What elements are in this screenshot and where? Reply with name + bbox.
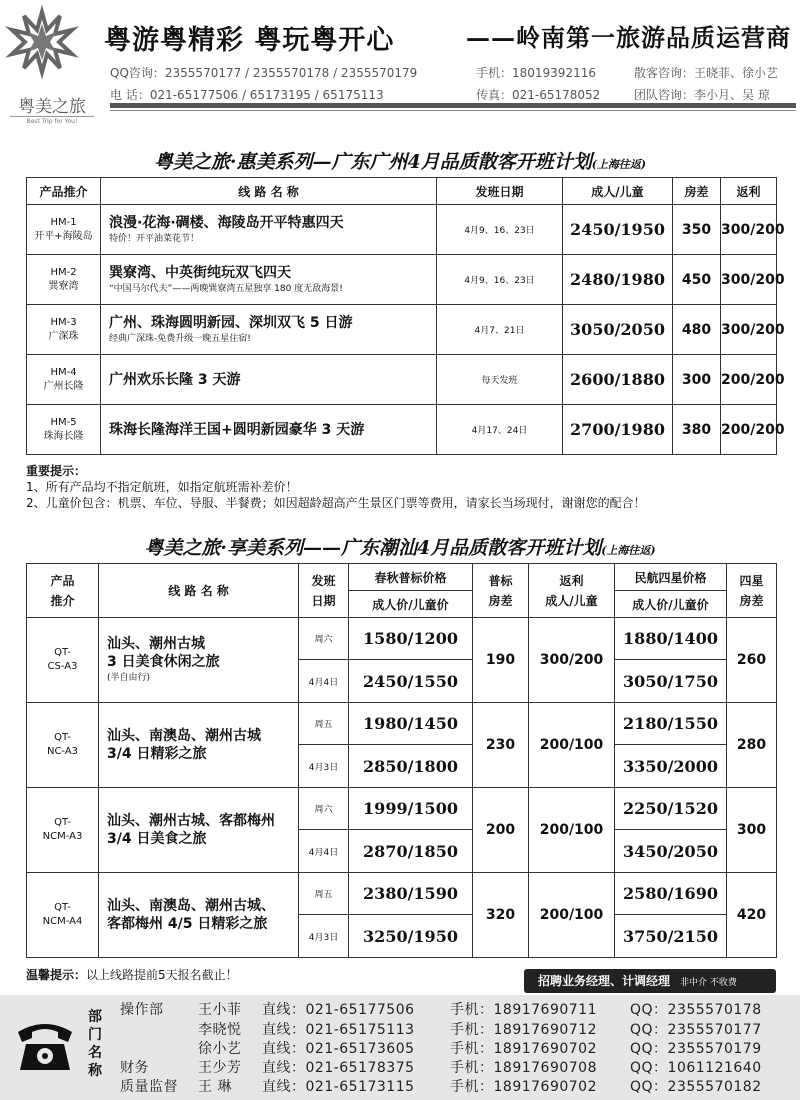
rebate: 200/100 bbox=[529, 873, 615, 958]
room-diff-std: 190 bbox=[473, 618, 529, 703]
spring-price: 2850/1800 bbox=[349, 745, 473, 788]
route-name: 巽寮湾、中英街纯玩双飞四天 “中国马尔代夫”——两晚巽寮湾五星独享 180 度无敌海景! bbox=[101, 255, 437, 305]
notice-title: 重要提示： bbox=[26, 464, 87, 478]
staff-dept: 操作部 bbox=[120, 1002, 164, 1018]
departure-date: 周六 bbox=[299, 788, 349, 830]
col-route: 线 路 名 称 bbox=[101, 178, 437, 205]
table-row bbox=[27, 405, 777, 455]
civil-price: 2250/1520 bbox=[615, 788, 727, 830]
col-spring-sub: 成人价/儿童价 bbox=[349, 591, 473, 618]
civil-price: 3050/1750 bbox=[615, 660, 727, 703]
price: 2600/1880 bbox=[563, 355, 673, 405]
section2-title bbox=[0, 533, 800, 560]
departure-date: 4月3日 bbox=[299, 915, 349, 958]
section1-title-small: (上海往返) bbox=[591, 158, 647, 171]
notice-line-1: 1、所有产品均不指定航班，如指定航班需补差价！ bbox=[26, 480, 298, 494]
recruit-text: 招聘业务经理、计调经理 bbox=[538, 974, 671, 988]
route-name: 广州、珠海圆明新园、深圳双飞 5 日游 经典广深珠-免费升级一晚五星住宿! bbox=[101, 305, 437, 355]
route-name: 汕头、潮州古城、客都梅州 3/4 日美食之旅 bbox=[99, 788, 299, 873]
departure-date: 每天发班 bbox=[437, 355, 563, 405]
brand-name: 粤美之旅 bbox=[18, 97, 86, 117]
civil-price: 2180/1550 bbox=[615, 703, 727, 745]
room-diff-4star: 300 bbox=[727, 788, 777, 873]
section1-table bbox=[26, 177, 785, 455]
price: 2700/1980 bbox=[563, 405, 673, 455]
product-code: QT- NC-A3 bbox=[27, 703, 99, 788]
product-code: QT- NCM-A3 bbox=[27, 788, 99, 873]
product-code: HM-5 珠海长隆 bbox=[27, 405, 101, 455]
departure-date: 4月3日 bbox=[299, 745, 349, 788]
notice-line-2: 2、儿童价包含：机票、车位、导服、半餐费；如因超龄超高产生景区门票等费用，请家长当场现付，谢谢您的配合！ bbox=[26, 496, 646, 510]
price: 2450/1950 bbox=[563, 205, 673, 255]
col-civil-price: 民航四星价格 bbox=[615, 564, 727, 591]
room-diff: 380 bbox=[673, 405, 721, 455]
contact-group: 团队咨询：李小月、吴 琼 bbox=[634, 88, 770, 102]
section2-table bbox=[26, 563, 777, 958]
staff-name: 王 琳 bbox=[198, 1079, 232, 1095]
price: 2480/1980 bbox=[563, 255, 673, 305]
header-divider bbox=[110, 103, 796, 108]
spring-price: 1580/1200 bbox=[349, 618, 473, 660]
brand-subtitle: Best Trip for You! bbox=[10, 116, 94, 125]
staff-mobile: 手机：18917690712 bbox=[450, 1022, 597, 1038]
staff-name: 李晓悦 bbox=[198, 1022, 242, 1038]
departure-date: 4月17、24日 bbox=[437, 405, 563, 455]
staff-name: 徐小艺 bbox=[198, 1041, 242, 1057]
contact-mobile: 手机：18019392116 bbox=[476, 66, 596, 80]
departure-date: 4月7、21日 bbox=[437, 305, 563, 355]
rebate: 300/200 bbox=[721, 205, 777, 255]
product-code: QT- NCM-A4 bbox=[27, 873, 99, 958]
civil-price: 3450/2050 bbox=[615, 830, 727, 873]
civil-price: 1880/1400 bbox=[615, 618, 727, 660]
departure-date: 周五 bbox=[299, 873, 349, 915]
room-diff: 450 bbox=[673, 255, 721, 305]
product-code: HM-3 广深珠 bbox=[27, 305, 101, 355]
room-diff: 300 bbox=[673, 355, 721, 405]
room-diff: 350 bbox=[673, 205, 721, 255]
brand-logo-icon bbox=[10, 10, 74, 74]
departure-date: 4月4日 bbox=[299, 830, 349, 873]
department-label: 部门名称 bbox=[88, 1009, 102, 1079]
route-name: 浪漫·花海·碉楼、海陵岛开平特惠四天 特价！开平油菜花节！ bbox=[101, 205, 437, 255]
section2-header-row bbox=[27, 564, 777, 591]
departure-date: 4月9、16、23日 bbox=[437, 205, 563, 255]
header-divider-thin bbox=[110, 110, 796, 111]
section1-header-row bbox=[27, 178, 777, 205]
product-code: QT- CS-A3 bbox=[27, 618, 99, 703]
spring-price: 2380/1590 bbox=[349, 873, 473, 915]
spring-price: 1999/1500 bbox=[349, 788, 473, 830]
section2-title-text: 粤美之旅·享美系列——广东潮汕4月品质散客开班计划 bbox=[144, 537, 602, 559]
room-diff-4star: 420 bbox=[727, 873, 777, 958]
table-row bbox=[27, 305, 777, 355]
slogan bbox=[104, 18, 794, 54]
tip-text: 以上线路提前5天报名截止！ bbox=[86, 968, 238, 982]
slogan-tagline: ——岭南第一旅游品质运营商 bbox=[466, 23, 791, 52]
contact-qq: QQ咨询：2355570177 / 2355570178 / 2355570179 bbox=[110, 66, 418, 80]
col-product: 产品 推介 bbox=[27, 564, 99, 618]
staff-qq: QQ：2355570177 bbox=[630, 1022, 762, 1038]
departure-date: 4月4日 bbox=[299, 660, 349, 703]
room-diff-std: 230 bbox=[473, 703, 529, 788]
civil-price: 3750/2150 bbox=[615, 915, 727, 958]
warm-tip bbox=[26, 966, 238, 983]
section1-title-text: 粤美之旅·惠美系列—广东广州4月品质散客开班计划 bbox=[153, 151, 592, 173]
rebate: 300/200 bbox=[721, 255, 777, 305]
room-diff-4star: 260 bbox=[727, 618, 777, 703]
slogan-main: 粤游粤精彩 粤玩粤开心 bbox=[104, 25, 395, 56]
col-spring-price: 春秋普标价格 bbox=[349, 564, 473, 591]
route-name: 汕头、南澳岛、潮州古城 3/4 日精彩之旅 bbox=[99, 703, 299, 788]
spring-price: 1980/1450 bbox=[349, 703, 473, 745]
spring-price: 2450/1550 bbox=[349, 660, 473, 703]
room-diff-std: 320 bbox=[473, 873, 529, 958]
room-diff: 480 bbox=[673, 305, 721, 355]
col-rebate: 返利 成人/儿童 bbox=[529, 564, 615, 618]
table-row bbox=[27, 788, 777, 830]
section2-title-small: (上海往返) bbox=[601, 544, 656, 557]
room-diff-std: 200 bbox=[473, 788, 529, 873]
staff-line: 直线：021-65175113 bbox=[262, 1022, 415, 1038]
col-room-std: 普标 房差 bbox=[473, 564, 529, 618]
staff-dept: 质量监督 bbox=[120, 1079, 178, 1095]
contact-fax: 传真：021-65178052 bbox=[476, 88, 601, 102]
spring-price: 2870/1850 bbox=[349, 830, 473, 873]
rebate: 200/100 bbox=[529, 703, 615, 788]
rebate: 200/200 bbox=[721, 355, 777, 405]
recruit-note: 非中介 不收费 bbox=[680, 978, 737, 988]
tip-label: 温馨提示： bbox=[26, 968, 87, 982]
staff-line: 直线：021-65173115 bbox=[262, 1079, 415, 1095]
product-code: HM-2 巽寮湾 bbox=[27, 255, 101, 305]
col-rebate: 返利 bbox=[721, 178, 777, 205]
rebate: 200/200 bbox=[721, 405, 777, 455]
contact-phone: 电 话：021-65177506 / 65173195 / 65175113 bbox=[110, 88, 384, 102]
route-name: 珠海长隆海洋王国+圆明新园豪华 3 天游 bbox=[101, 405, 437, 455]
spring-price: 3250/1950 bbox=[349, 915, 473, 958]
table-row bbox=[27, 205, 777, 255]
staff-line: 直线：021-65177506 bbox=[262, 1002, 415, 1018]
civil-price: 2580/1690 bbox=[615, 873, 727, 915]
staff-name: 王少芳 bbox=[198, 1060, 242, 1076]
staff-mobile: 手机：18917690708 bbox=[450, 1060, 597, 1076]
table-row bbox=[27, 873, 777, 915]
col-civil-sub: 成人价/儿童价 bbox=[615, 591, 727, 618]
staff-line: 直线：021-65178375 bbox=[262, 1060, 415, 1076]
departure-date: 周六 bbox=[299, 618, 349, 660]
section1-title bbox=[0, 147, 800, 174]
col-room-4star: 四星 房差 bbox=[727, 564, 777, 618]
staff-qq: QQ：2355570178 bbox=[630, 1002, 762, 1018]
route-name: 汕头、潮州古城 3 日美食休闲之旅 (半自由行) bbox=[99, 618, 299, 703]
col-room: 房差 bbox=[673, 178, 721, 205]
room-diff-4star: 280 bbox=[727, 703, 777, 788]
departure-date: 周五 bbox=[299, 703, 349, 745]
route-name: 广州欢乐长隆 3 天游 bbox=[101, 355, 437, 405]
recruit-banner bbox=[524, 969, 776, 993]
table-row bbox=[27, 703, 777, 745]
col-date: 发班日期 bbox=[437, 178, 563, 205]
product-code: HM-4 广州长隆 bbox=[27, 355, 101, 405]
staff-dept: 财务 bbox=[120, 1060, 149, 1076]
departure-date: 4月9、16、23日 bbox=[437, 255, 563, 305]
important-notice bbox=[26, 463, 646, 511]
staff-name: 王小菲 bbox=[198, 1002, 242, 1018]
staff-mobile: 手机：18917690702 bbox=[450, 1041, 597, 1057]
staff-line: 直线：021-65173605 bbox=[262, 1041, 415, 1057]
rebate: 300/200 bbox=[529, 618, 615, 703]
col-product: 产品推介 bbox=[27, 178, 101, 205]
staff-qq: QQ：2355570179 bbox=[630, 1041, 762, 1057]
col-date: 发班 日期 bbox=[299, 564, 349, 618]
table-row bbox=[27, 355, 777, 405]
table-row bbox=[27, 618, 777, 660]
rebate: 200/100 bbox=[529, 788, 615, 873]
staff-qq: QQ：2355570182 bbox=[630, 1079, 762, 1095]
telephone-icon bbox=[14, 1014, 76, 1074]
contact-retail: 散客咨询：王晓菲、徐小艺 bbox=[634, 66, 779, 80]
col-price: 成人/儿童 bbox=[563, 178, 673, 205]
staff-qq: QQ：1061121640 bbox=[630, 1060, 762, 1076]
civil-price: 3350/2000 bbox=[615, 745, 727, 788]
staff-mobile: 手机：18917690711 bbox=[450, 1002, 597, 1018]
table-row bbox=[27, 255, 777, 305]
price: 3050/2050 bbox=[563, 305, 673, 355]
product-code: HM-1 开平+海陵岛 bbox=[27, 205, 101, 255]
route-name: 汕头、南澳岛、潮州古城、 客都梅州 4/5 日精彩之旅 bbox=[99, 873, 299, 958]
staff-mobile: 手机：18917690702 bbox=[450, 1079, 597, 1095]
col-route: 线 路 名 称 bbox=[99, 564, 299, 618]
rebate: 300/200 bbox=[721, 305, 777, 355]
